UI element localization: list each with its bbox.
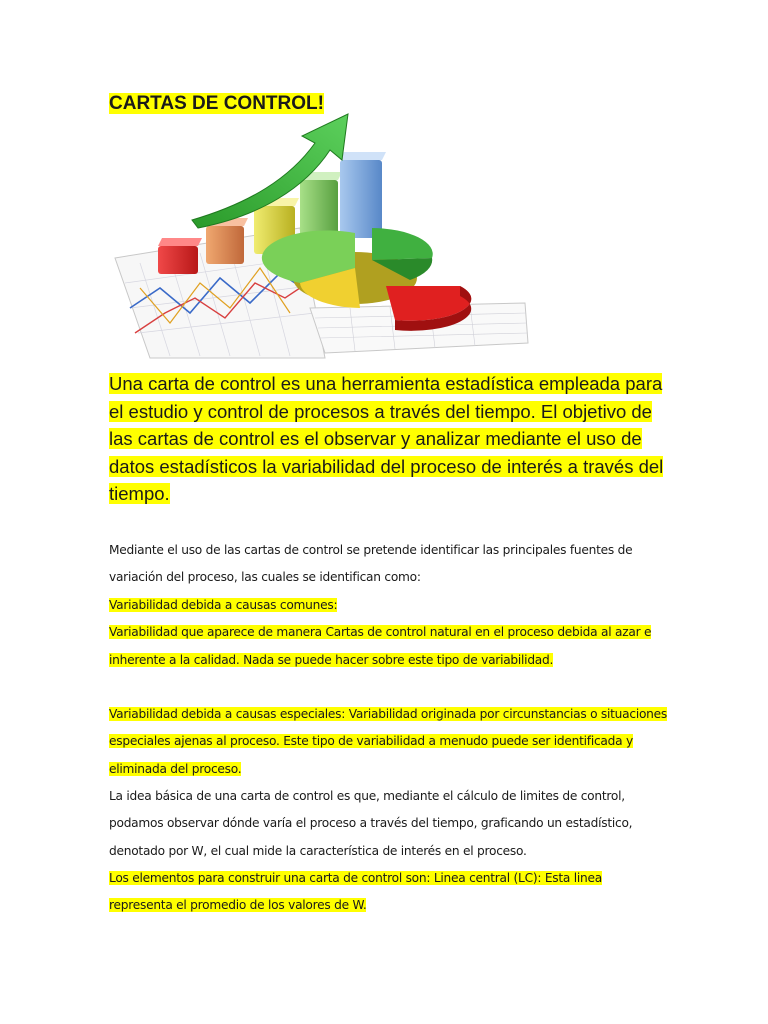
common-causes-section	[109, 592, 669, 674]
chart-illustration-icon	[110, 108, 535, 363]
paragraph-sources: Mediante el uso de las cartas de control se pretende identificar las principales fuentes de variación del proceso, las cuales se identifican como:	[109, 543, 633, 585]
basic-idea-paragraph: La idea básica de una carta de control es que, mediante el cálculo de limites de control, podamos observar dónde varía el proceso a través del tiempo, graficando un estadístico, denotado por W, el cual mide la característica de interés en el proceso.	[109, 789, 633, 858]
common-causes-text: Variabilidad que aparece de manera Cartas de control natural en el proceso debida al azar e inherente a la calidad. Nada se puede hacer sobre este tipo de variabilidad.	[109, 625, 652, 667]
special-causes-paragraph: Variabilidad debida a causas especiales: Variabilidad originada por circunstancias o situaciones especiales ajenas al proceso. Este tipo de variabilidad a menudo puede ser identificada y eliminada del proceso.	[109, 707, 667, 776]
common-causes-heading: Variabilidad debida a causas comunes:	[109, 598, 338, 612]
page-title: CARTAS DE CONTROL!	[109, 93, 324, 114]
intro-paragraph: Una carta de control es una herramienta estadística empleada para el estudio y control de procesos a través del tiempo. El objetivo de las cartas de control es el observar y analizar mediante el uso de datos estadísticos la variabilidad del proceso de interés a través del tiempo.	[109, 373, 664, 504]
elements-paragraph: Los elementos para construir una carta de control son: Linea central (LC): Esta linea representa el promedio de los valores de W.	[109, 871, 602, 913]
